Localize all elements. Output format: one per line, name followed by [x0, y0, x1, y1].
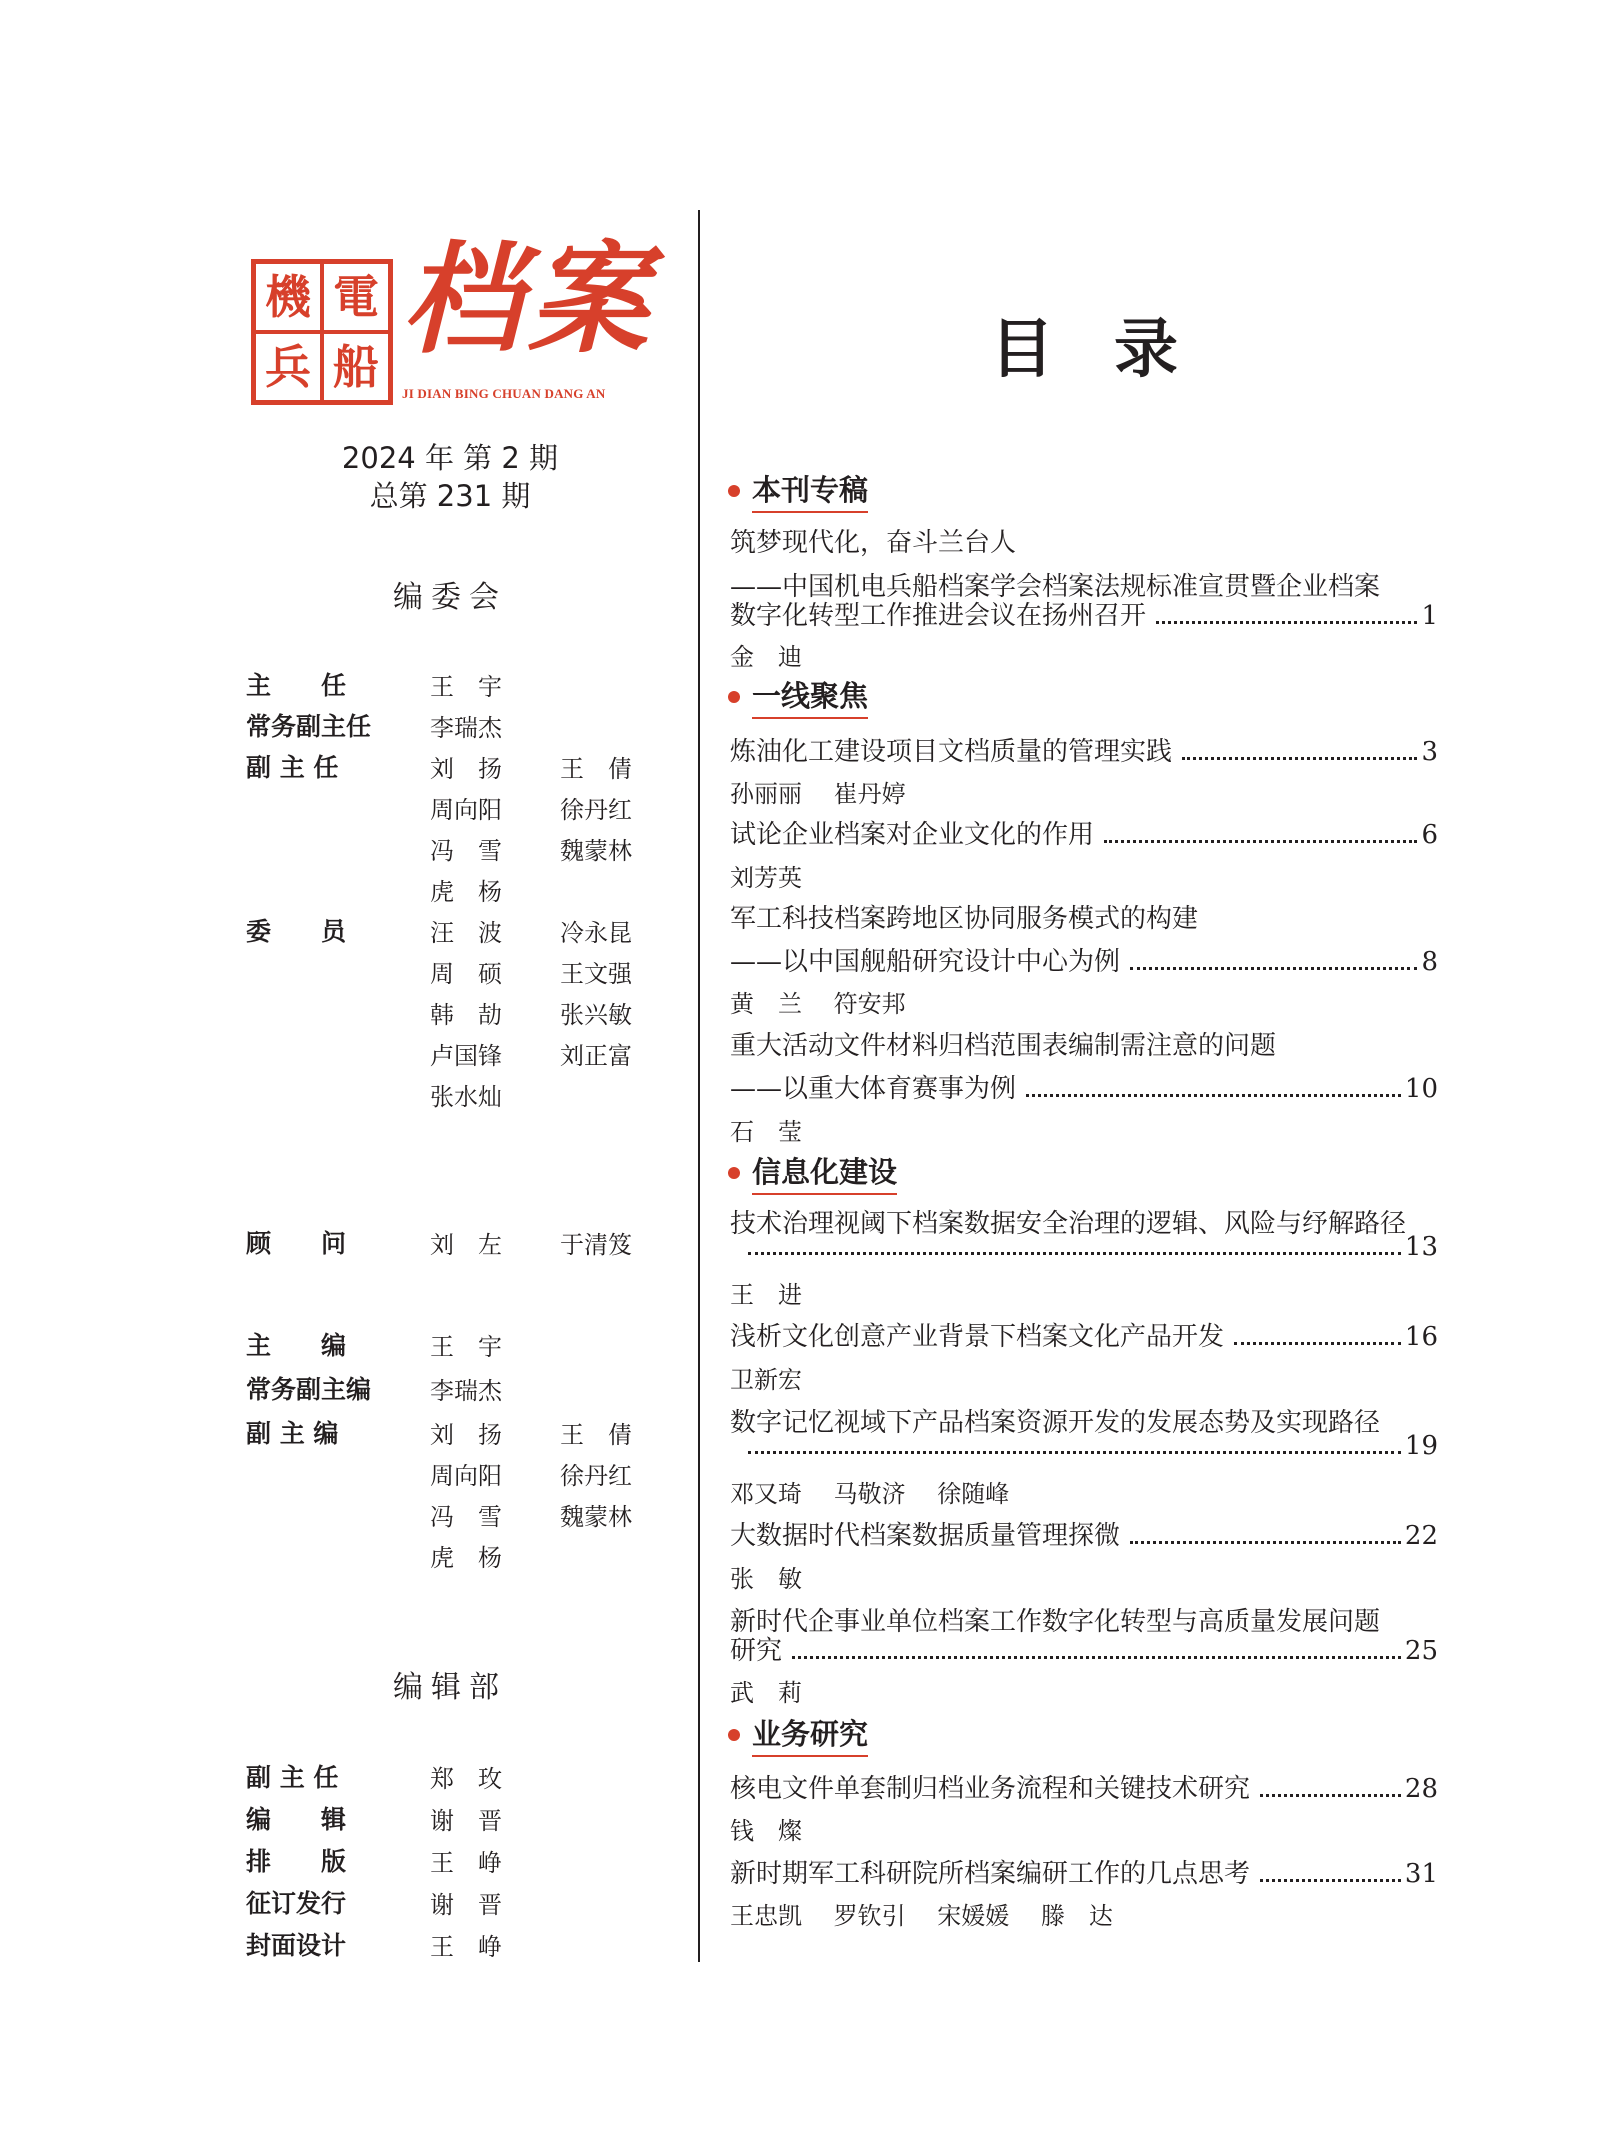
member-name: 卢国锋	[430, 1042, 502, 1070]
toc-entry-line[interactable]	[730, 941, 1438, 978]
toc-entry-title: 新时代企事业单位档案工作数字化转型与高质量发展问题	[730, 1607, 1381, 1637]
member-name: 谢 晋	[430, 1891, 502, 1919]
seal-char: 機	[256, 264, 320, 330]
member-name: 冯 雪	[430, 837, 502, 865]
dot-leader	[1130, 1541, 1401, 1544]
dot-leader	[1156, 621, 1417, 624]
member-name: 冯 雪	[430, 1503, 502, 1531]
toc-entry-title-cont: 研究	[730, 1636, 783, 1666]
role-label: 副 主 编	[246, 1419, 339, 1448]
member-name: 李瑞杰	[430, 714, 502, 742]
toc-entry-line[interactable]	[730, 1768, 1438, 1805]
member-name: 刘正富	[560, 1042, 632, 1070]
toc-section	[728, 674, 868, 719]
issue-number: 2024 年 第 2 期	[341, 441, 559, 475]
toc-entry-author: 卫新宏	[730, 1366, 802, 1394]
toc-entry-author: 石 莹	[730, 1118, 802, 1146]
member-name: 王 峥	[430, 1933, 502, 1961]
page-number: 28	[1404, 1774, 1438, 1804]
role-label: 委 员	[246, 917, 347, 946]
bullet-dot-icon	[728, 1729, 740, 1741]
member-name: 魏蒙林	[560, 1503, 632, 1531]
toc-entry-title: 军工科技档案跨地区协同服务模式的构建	[730, 904, 1199, 934]
role-label: 编 辑	[246, 1805, 347, 1834]
role-label: 常务副主编	[246, 1375, 372, 1404]
role-label: 排 版	[246, 1847, 347, 1876]
role-label: 封面设计	[246, 1931, 347, 1960]
dot-leader	[792, 1656, 1401, 1659]
toc-entry-line[interactable]	[730, 1630, 1438, 1667]
page-number: 10	[1404, 1074, 1438, 1104]
page-number: 31	[1404, 1859, 1438, 1889]
dot-leader	[1026, 1094, 1401, 1097]
toc-entry-line[interactable]	[730, 1853, 1438, 1890]
member-name: 李瑞杰	[430, 1377, 502, 1405]
toc-entry-author: 金 迪	[730, 643, 802, 671]
page-number: 3	[1421, 737, 1438, 767]
member-name: 刘 扬	[430, 755, 502, 783]
bullet-dot-icon	[728, 485, 740, 497]
page-number: 22	[1404, 1521, 1438, 1551]
role-label: 副 主 任	[246, 1763, 339, 1792]
toc-entry-author: 王忠凯 罗钦引 宋媛媛 滕 达	[730, 1902, 1113, 1930]
member-name: 郑 玫	[430, 1765, 502, 1793]
toc-section	[728, 468, 868, 513]
department-heading: 编辑部	[393, 1670, 507, 1705]
toc-entry-title: 新时期军工科研院所档案编研工作的几点思考	[730, 1859, 1251, 1889]
bullet-dot-icon	[728, 691, 740, 703]
toc-entry-author: 黄 兰 符安邦	[730, 990, 906, 1018]
bullet-dot-icon	[728, 1167, 740, 1179]
member-name: 王文强	[560, 960, 632, 988]
dot-leader	[1182, 757, 1417, 760]
seal-char: 電	[324, 264, 388, 330]
seal-char: 兵	[256, 334, 320, 400]
committee-heading: 编委会	[393, 580, 507, 615]
toc-title: 目录	[990, 312, 1238, 387]
toc-entry-line[interactable]	[730, 1068, 1438, 1105]
toc-entry-title: 筑梦现代化，奋斗兰台人	[730, 528, 1017, 558]
page-number: 6	[1421, 820, 1438, 850]
toc-section	[728, 1712, 868, 1757]
toc-entry-line[interactable]	[730, 1316, 1438, 1353]
toc-entry-line[interactable]	[730, 731, 1438, 768]
toc-entry-author: 王 进	[730, 1281, 802, 1309]
member-name: 张兴敏	[560, 1001, 632, 1029]
toc-entry-line[interactable]	[730, 814, 1438, 851]
section-label: 一线聚焦	[752, 674, 868, 719]
role-label: 主 任	[246, 671, 347, 700]
toc-entry-line[interactable]	[730, 595, 1438, 632]
member-name: 汪 波	[430, 919, 502, 947]
member-name: 周向阳	[430, 1462, 502, 1490]
member-name: 王 倩	[560, 1421, 632, 1449]
issue-total: 总第 231 期	[369, 479, 531, 513]
logo-pinyin: JI DIAN BING CHUAN DANG AN	[402, 386, 606, 401]
page-number: 16	[1404, 1322, 1438, 1352]
member-name: 王 宇	[430, 1333, 502, 1361]
column-divider	[698, 210, 700, 1962]
member-name: 周向阳	[430, 796, 502, 824]
logo-seal	[251, 259, 393, 405]
member-name: 徐丹红	[560, 796, 632, 824]
toc-entry-title: 数字记忆视域下产品档案资源开发的发展态势及实现路径	[730, 1408, 1381, 1438]
dot-leader	[1260, 1794, 1401, 1797]
member-name: 王 峥	[430, 1849, 502, 1877]
role-label: 征订发行	[246, 1889, 347, 1918]
member-name: 徐丹红	[560, 1462, 632, 1490]
toc-entry-author: 邓又琦 马敬济 徐随峰	[730, 1480, 1010, 1508]
member-name: 魏蒙林	[560, 837, 632, 865]
logo-title: 档案	[402, 229, 654, 370]
member-name: 刘 左	[430, 1231, 502, 1259]
role-label: 顾 问	[246, 1229, 347, 1258]
dot-leader	[1130, 967, 1417, 970]
toc-section	[728, 1150, 897, 1195]
member-name: 谢 晋	[430, 1807, 502, 1835]
toc-entry-subtitle: ——以重大体育赛事为例	[730, 1074, 1017, 1104]
member-name: 王 宇	[430, 673, 502, 701]
toc-entry-line[interactable]	[730, 1515, 1438, 1552]
toc-entry-title: 大数据时代档案数据质量管理探微	[730, 1521, 1121, 1551]
page-number: 13	[1404, 1232, 1438, 1262]
member-name: 冷永昆	[560, 919, 632, 947]
dot-leader	[748, 1252, 1401, 1255]
toc-entry-subtitle: ——以中国舰船研究设计中心为例	[730, 947, 1121, 977]
member-name: 虎 杨	[430, 1544, 502, 1572]
member-name: 韩 劼	[430, 1001, 502, 1029]
member-name: 张水灿	[430, 1083, 502, 1111]
toc-entry-title: 试论企业档案对企业文化的作用	[730, 820, 1095, 850]
member-name: 于清笈	[560, 1231, 632, 1259]
role-label: 主 编	[246, 1331, 347, 1360]
section-label: 业务研究	[752, 1712, 868, 1757]
toc-entry-title: 技术治理视阈下档案数据安全治理的逻辑、风险与纾解路径	[730, 1209, 1407, 1239]
member-name: 王 倩	[560, 755, 632, 783]
toc-entry-author: 孙丽丽 崔丹婷	[730, 780, 906, 808]
member-name: 虎 杨	[430, 878, 502, 906]
toc-entry-title: 核电文件单套制归档业务流程和关键技术研究	[730, 1774, 1251, 1804]
member-name: 刘 扬	[430, 1421, 502, 1449]
page-number: 1	[1421, 601, 1438, 631]
member-name: 周 硕	[430, 960, 502, 988]
toc-entry-title: 炼油化工建设项目文档质量的管理实践	[730, 737, 1173, 767]
toc-entry-line[interactable]	[730, 1431, 1438, 1461]
toc-entry-author: 武 莉	[730, 1679, 802, 1707]
toc-entry-author: 刘芳英	[730, 864, 802, 892]
page-number: 19	[1404, 1431, 1438, 1461]
toc-entry-author: 张 敏	[730, 1565, 802, 1593]
toc-entry-author: 钱 燦	[730, 1817, 802, 1845]
toc-entry-subtitle: ——中国机电兵船档案学会档案法规标准宣贯暨企业档案	[730, 572, 1381, 602]
dot-leader	[748, 1451, 1401, 1454]
toc-entry-title: 重大活动文件材料归档范围表编制需注意的问题	[730, 1031, 1277, 1061]
page-number: 8	[1421, 947, 1438, 977]
dot-leader	[1234, 1342, 1401, 1345]
seal-char: 船	[324, 334, 388, 400]
toc-entry-line[interactable]	[730, 1232, 1438, 1262]
role-label: 副 主 任	[246, 753, 339, 782]
page-number: 25	[1404, 1636, 1438, 1666]
dot-leader	[1260, 1879, 1401, 1882]
toc-entry-title: 浅析文化创意产业背景下档案文化产品开发	[730, 1322, 1225, 1352]
role-label: 常务副主任	[246, 712, 372, 741]
toc-entry-subtitle: 数字化转型工作推进会议在扬州召开	[730, 601, 1147, 631]
section-label: 信息化建设	[752, 1150, 897, 1195]
section-label: 本刊专稿	[752, 468, 868, 513]
dot-leader	[1104, 840, 1417, 843]
